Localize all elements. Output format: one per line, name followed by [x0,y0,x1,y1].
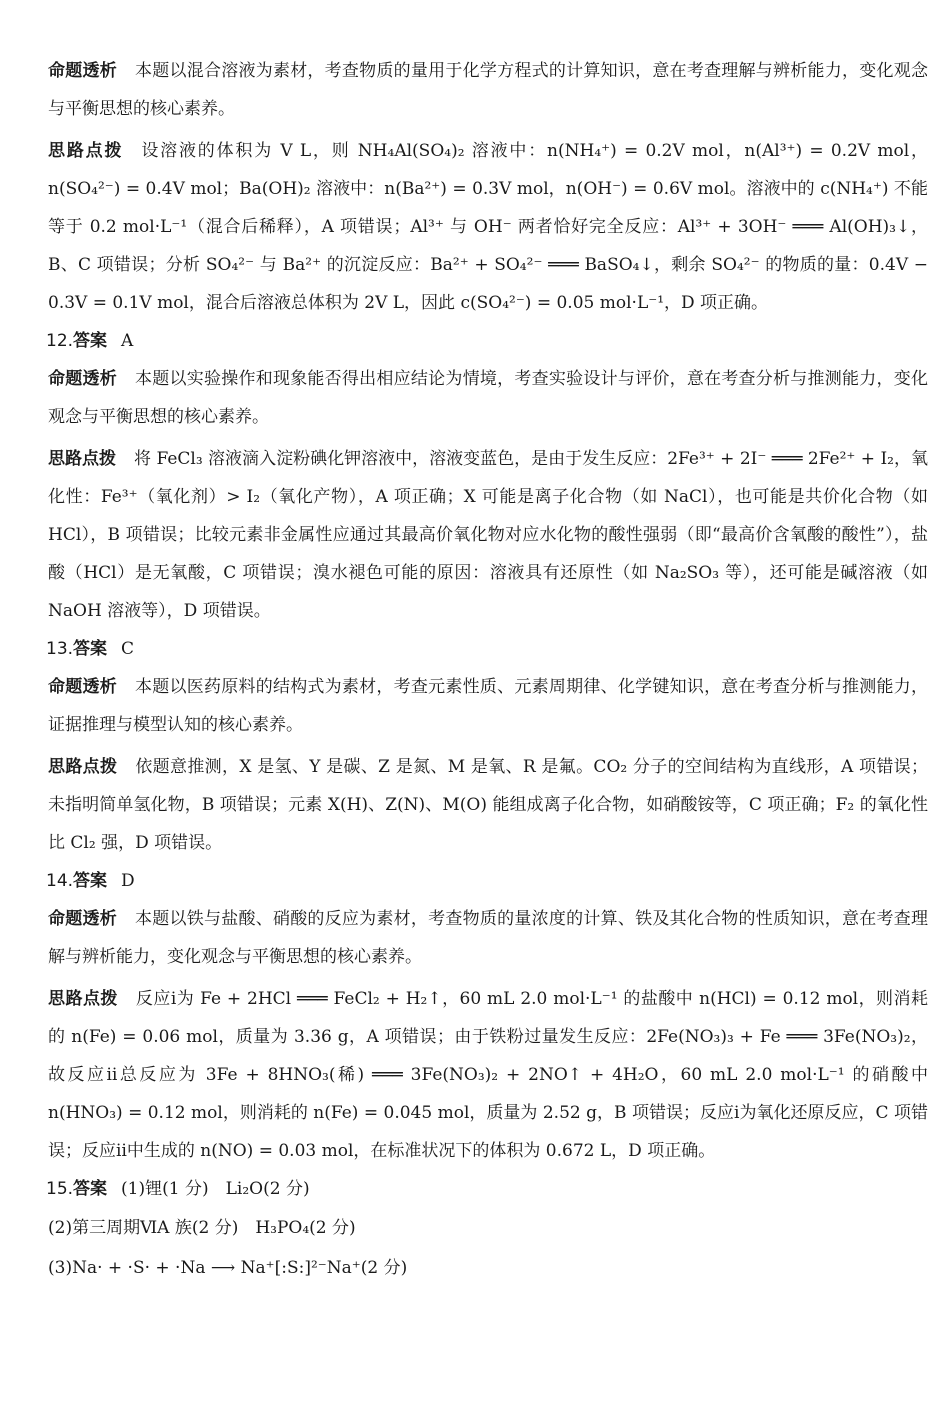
answer-label: 答案 [73,639,108,659]
question-number: 14. [46,871,74,891]
answer-page [48,52,928,1288]
analysis-label: 命题透析 [48,909,117,929]
analysis-text: 本题以混合溶液为素材，考查物质的量用于化学方程式的计算知识，意在考查理解与辨析能力，变化观念与平衡思想的核心素养。 [48,61,929,119]
answer-part-1: (1)锂(1 分) Li₂O(2 分) [121,1179,310,1199]
hint-label: 思路点拨 [48,449,117,469]
q15-answer-line [46,1170,928,1208]
answer-value: D [121,871,135,891]
hint-text: 反应ⅰ为 Fe + 2HCl ═══ FeCl₂ + H₂↑，60 mL 2.0 mol·L⁻¹ 的盐酸中 n(HCl) = 0.12 mol，则消耗的 n(Fe) = 0.06 mol，质量为 3.36 g，A 项错误；由于铁粉过量发生反应：2Fe(NO₃)₃ + Fe ═══ 3Fe(NO₃)₂，故反应ⅱ总反应为 3Fe + 8HNO₃(稀) ═══ 3Fe(NO₃)₂ + 2NO↑ + 4H₂O，60 mL 2.0 mol·L⁻¹ 的硝酸中 n(HNO₃) = 0.12 mol，则消耗的 n(Fe) = 0.045 mol，质量为 2.52 g，B 项错误；反应ⅰ为氧化还原反应，C 项错误；反应ⅱ中生成的 n(NO) = 0.03 mol，在标准状况下的体积为 0.672 L，D 项正确。 [48,989,928,1161]
hint-text: 依题意推测，X 是氢、Y 是碳、Z 是氮、M 是氧、R 是氟。CO₂ 分子的空间结构为直线形，A 项错误；未指明简单氢化物，B 项错误；元素 X(H)、Z(N)、M(O) 能组成离子化合物，如硝酸铵等，C 项正确；F₂ 的氧化性比 Cl₂ 强，D 项错误。 [48,757,928,853]
analysis-text: 本题以铁与盐酸、硝酸的反应为素材，考查物质的量浓度的计算、铁及其化合物的性质知识，意在考查理解与辨析能力，变化观念与平衡思想的核心素养。 [48,909,929,967]
q11-analysis [48,52,928,128]
answer-label: 答案 [73,1179,108,1199]
answer-value: C [121,639,135,659]
q15-part-2: (2)第三周期ⅥA 族(2 分) H₃PO₄(2 分) [48,1218,356,1238]
answer-label: 答案 [73,331,108,351]
q12-answer-line [46,322,928,360]
q14-analysis [48,900,928,976]
q13-analysis [48,668,928,744]
analysis-label: 命题透析 [48,369,117,389]
q14-answer-line [46,862,928,900]
hint-label: 思路点拨 [48,757,118,777]
analysis-text: 本题以实验操作和现象能否得出相应结论为情境，考查实验设计与评价，意在考查分析与推测能力，变化观念与平衡思想的核心素养。 [48,369,929,427]
analysis-text: 本题以医药原料的结构式为素材，考查元素性质、元素周期律、化学键知识，意在考查分析与推测能力，证据推理与模型认知的核心素养。 [48,677,929,735]
q11-hint [48,132,928,322]
q12-analysis [48,360,928,436]
analysis-label: 命题透析 [48,61,117,81]
hint-text: 将 FeCl₃ 溶液滴入淀粉碘化钾溶液中，溶液变蓝色，是由于发生反应：2Fe³⁺ + 2I⁻ ═══ 2Fe²⁺ + I₂，氧化性：Fe³⁺（氧化剂）> I₂（氧化产物），A 项正确；X 可能是离子化合物（如 NaCl），也可能是共价化合物（如 HCl），B 项错误；比较元素非金属性应通过其最高价氧化物对应水化物的酸性强弱（即“最高价含氧酸的酸性”），盐酸（HCl）是无氧酸，C 项错误；溴水褪色可能的原因：溶液具有还原性（如 Na₂SO₃ 等），还可能是碱溶液（如 NaOH 溶液等），D 项错误。 [48,449,929,621]
question-number: 13. [46,639,74,659]
q12-hint [48,440,928,630]
q13-answer-line [46,630,928,668]
question-number: 15. [46,1179,74,1199]
analysis-label: 命题透析 [48,677,117,697]
q15-part-3: (3)Na· + ·S· + ·Na ⟶ Na⁺[:S:]²⁻Na⁺(2 分) [48,1258,408,1278]
question-number: 12. [46,331,74,351]
answer-value: A [121,331,134,351]
hint-label: 思路点拨 [48,989,118,1009]
q14-hint [48,980,928,1170]
hint-label: 思路点拨 [48,141,124,161]
hint-text: 设溶液的体积为 V L，则 NH₄Al(SO₄)₂ 溶液中：n(NH₄⁺) = 0.2V mol，n(Al³⁺) = 0.2V mol，n(SO₄²⁻) = 0.4V mol；Ba(OH)₂ 溶液中：n(Ba²⁺) = 0.3V mol，n(OH⁻) = 0.6V mol。溶液中的 c(NH₄⁺) 不能等于 0.2 mol·L⁻¹（混合后稀释），A 项错误；Al³⁺ 与 OH⁻ 两者恰好完全反应：Al³⁺ + 3OH⁻ ═══ Al(OH)₃↓，B、C 项错误；分析 SO₄²⁻ 与 Ba²⁺ 的沉淀反应：Ba²⁺ + SO₄²⁻ ═══ BaSO₄↓，剩余 SO₄²⁻ 的物质的量：0.4V − 0.3V = 0.1V mol，混合后溶液总体积为 2V L，因此 c(SO₄²⁻) = 0.05 mol·L⁻¹，D 项正确。 [48,141,929,313]
q13-hint [48,748,928,862]
answer-label: 答案 [73,871,108,891]
